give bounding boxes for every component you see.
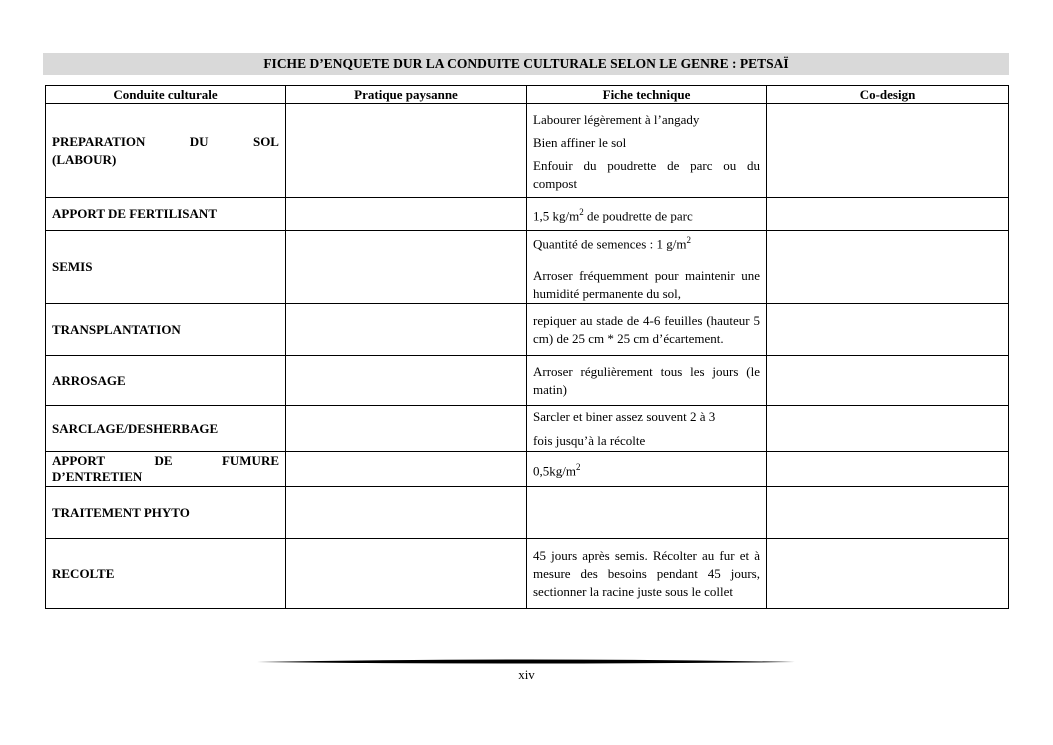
row-label: TRANSPLANTATION [46,304,286,356]
tech-line: Sarcler et biner assez souvent 2 à 3 [533,408,716,424]
pratique-cell[interactable] [286,104,527,198]
col-header-conduite: Conduite culturale [46,86,286,104]
row-label [46,104,286,198]
row-label: TRAITEMENT PHYTO [46,487,286,539]
label-word: FUMURE [221,453,279,469]
tech-line: Labourer légèrement à l’angady [533,111,700,127]
table-row [46,198,1009,231]
fiche-cell [527,406,767,452]
pratique-cell[interactable] [286,406,527,452]
tech-line: Arroser fréquemment pour maintenir une humidité permanente du sol, [533,268,760,302]
col-header-fiche: Fiche technique [527,86,767,104]
label-word: APPORT [52,453,105,469]
footer-rule [257,657,795,665]
label-word: PREPARATION [52,133,146,149]
fiche-cell [527,452,767,487]
fiche-cell [527,198,767,231]
label-word: DU [189,133,209,149]
table-row [46,231,1009,304]
codesign-cell[interactable] [767,406,1009,452]
codesign-cell[interactable] [767,304,1009,356]
fiche-cell [527,104,767,198]
tech-text: de poudrette de parc [583,208,693,224]
codesign-cell[interactable] [767,231,1009,304]
row-label: RECOLTE [46,539,286,609]
tech-line: Bien affiner le sol [533,134,627,150]
survey-table [45,85,1009,609]
tech-line [533,231,760,253]
document-title: FICHE D’ENQUETE DUR LA CONDUITE CULTURALE SELON LE GENRE : PETSAÏ [43,53,1009,75]
tech-text: 0,5kg/m [533,463,576,479]
tech-sup: 2 [575,462,581,473]
pratique-cell[interactable] [286,304,527,356]
page-number: xiv [518,667,535,682]
label-line: (LABOUR) [52,151,117,167]
row-label: SARCLAGE/DESHERBAGE [46,406,286,452]
table-row [46,304,1009,356]
tech-sup: 2 [579,206,584,217]
table-row [46,539,1009,609]
header-row [46,86,1009,104]
fiche-cell [527,231,767,304]
table-row [46,452,1009,487]
codesign-cell[interactable] [767,487,1009,539]
col-header-codesign: Co-design [767,86,1009,104]
fiche-cell [527,356,767,406]
tech-line: Arroser régulièrement tous les jours (le matin) [533,363,760,397]
codesign-cell[interactable] [767,198,1009,231]
table-row [46,356,1009,406]
row-label [46,452,286,487]
label-word: DE [154,453,173,469]
table-row [46,104,1009,198]
pratique-cell[interactable] [286,198,527,231]
tech-text: Quantité de semences : 1 g/m [533,236,687,252]
row-label: SEMIS [46,231,286,304]
tech-line: repiquer au stade de 4-6 feuilles (hauteur 5 cm) de 25 cm * 25 cm d’écartement. [533,312,760,346]
pratique-cell[interactable] [286,356,527,406]
table-row [46,406,1009,452]
tech-text: 1,5 kg/m [533,208,580,224]
pratique-cell[interactable] [286,487,527,539]
row-label: ARROSAGE [46,356,286,406]
col-header-pratique: Pratique paysanne [286,86,527,104]
tech-line: Enfouir du poudrette de parc ou du compost [533,157,760,191]
tech-sup: 2 [686,235,691,245]
fiche-cell [527,304,767,356]
pratique-cell[interactable] [286,231,527,304]
codesign-cell[interactable] [767,452,1009,487]
label-line: D’ENTRETIEN [52,469,143,485]
fiche-cell [527,539,767,609]
codesign-cell[interactable] [767,539,1009,609]
fiche-cell [527,487,767,539]
codesign-cell[interactable] [767,356,1009,406]
tech-line: 45 jours après semis. Récolter au fur et à mesure des besoins pendant 45 jours, sectionner la racine juste sous le collet [533,547,760,599]
row-label: APPORT DE FERTILISANT [46,198,286,231]
pratique-cell[interactable] [286,452,527,487]
pratique-cell[interactable] [286,539,527,609]
table-row [46,487,1009,539]
tech-line: fois jusqu’à la récolte [533,432,646,448]
label-word: SOL [252,133,279,149]
codesign-cell[interactable] [767,104,1009,198]
